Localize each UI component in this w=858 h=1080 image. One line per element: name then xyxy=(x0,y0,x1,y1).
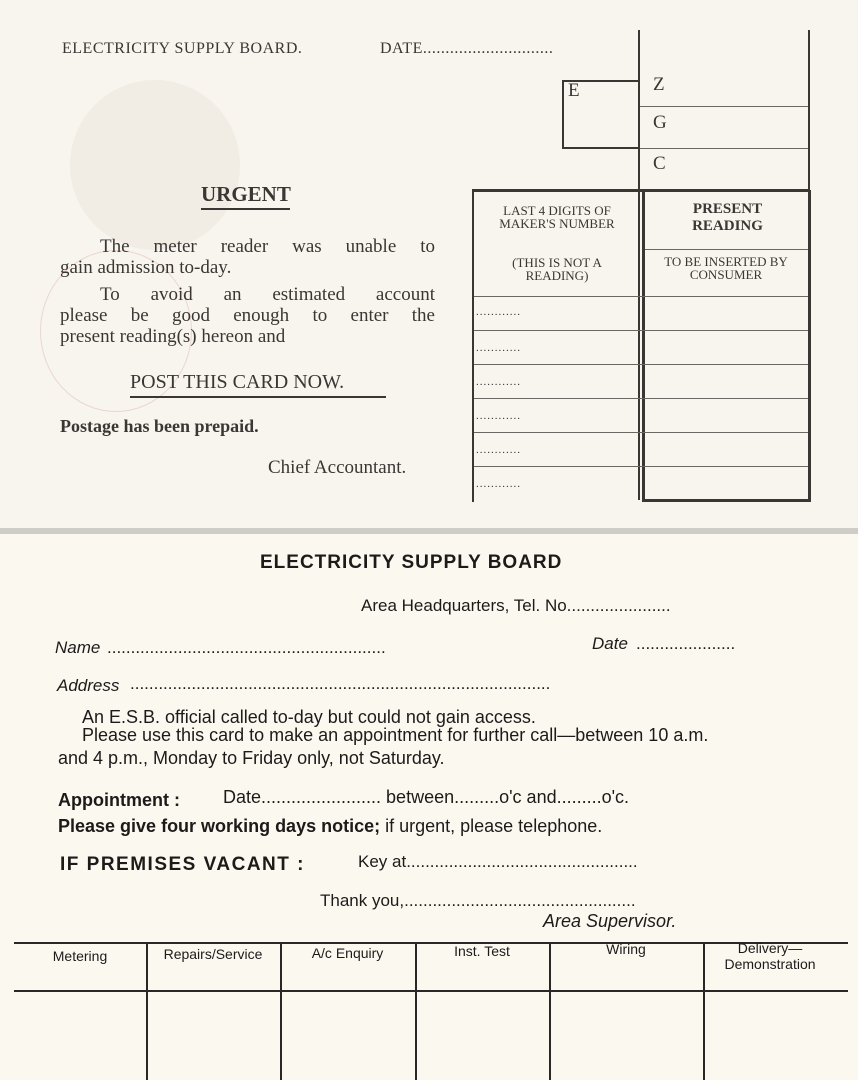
date-field[interactable]: ..................... xyxy=(636,634,736,653)
code-z: Z xyxy=(653,74,665,95)
appointment-fields[interactable]: Date........................ between.........o'c and.........o'c. xyxy=(223,787,630,807)
col-repairs-service: Repairs/Service xyxy=(163,946,263,962)
col-inst-test: Inst. Test xyxy=(454,943,510,959)
postage-note: Postage has been prepaid. xyxy=(60,416,259,436)
col-ac-enquiry: A/c Enquiry xyxy=(311,945,384,961)
appointment-label: Appointment : xyxy=(58,790,180,810)
row-maker-field[interactable]: ............ xyxy=(476,444,521,456)
name-field[interactable]: ........................................................... xyxy=(107,638,386,657)
row-maker-field[interactable]: ............ xyxy=(476,306,521,318)
notice-bold: Please give four working days notice; xyxy=(58,816,381,836)
message-line: present reading(s) hereon and xyxy=(60,326,286,347)
area-supervisor: Area Supervisor. xyxy=(543,911,677,931)
message-line: gain admission to-day. xyxy=(60,257,232,278)
key-at-field[interactable]: Key at................................................. xyxy=(358,852,638,871)
col-present-reading-title: PRESENT READING xyxy=(692,201,763,234)
date-field: DATE............................. xyxy=(380,40,554,57)
message-line: Please use this card to make an appointment for further call—between 10 a.m. xyxy=(82,725,709,745)
org-header: ELECTRICITY SUPPLY BOARD xyxy=(260,552,563,573)
row-maker-field[interactable]: ............ xyxy=(476,410,521,422)
date-label: Date xyxy=(592,634,628,653)
signature: Chief Accountant. xyxy=(268,457,407,478)
message-line: The meter reader was unable to xyxy=(100,236,435,257)
address-field[interactable]: ......................................................................................... xyxy=(130,674,551,693)
code-g: G xyxy=(653,112,667,133)
col-maker-number-note: (THIS IS NOT A READING) xyxy=(512,255,602,283)
message-line: please be good enough to enter the xyxy=(60,305,435,326)
message-line: and 4 p.m., Monday to Friday only, not Saturday. xyxy=(58,748,445,768)
col-metering: Metering xyxy=(52,948,108,964)
col-present-reading-note: TO BE INSERTED BY CONSUMER xyxy=(664,254,788,282)
col-maker-number-title: LAST 4 DIGITS OF MAKER'S NUMBER xyxy=(499,203,615,231)
meter-reading-card xyxy=(0,0,858,528)
appointment-card xyxy=(0,534,858,1080)
col-wiring: Wiring xyxy=(606,941,646,957)
row-maker-field[interactable]: ............ xyxy=(476,342,521,354)
col-delivery-demonstration: Delivery— Demonstration xyxy=(724,940,816,972)
postmark-stamp xyxy=(70,80,240,250)
org-header: ELECTRICITY SUPPLY BOARD. xyxy=(62,40,303,57)
code-e: E xyxy=(568,80,580,101)
thank-you-line: Thank you,................................................. xyxy=(320,891,636,910)
urgent-heading: URGENT xyxy=(201,182,291,206)
code-c: C xyxy=(653,153,666,174)
message-line: To avoid an estimated account xyxy=(100,284,435,305)
notice-rest: if urgent, please telephone. xyxy=(380,816,603,836)
message-line: An E.S.B. official called to-day but could not gain access. xyxy=(82,707,536,727)
row-maker-field[interactable]: ............ xyxy=(476,376,521,388)
vacant-label: IF PREMISES VACANT : xyxy=(60,854,305,875)
post-now-heading: POST THIS CARD NOW. xyxy=(130,371,345,393)
area-hq-tel: Area Headquarters, Tel. No...................... xyxy=(361,596,671,615)
address-label: Address xyxy=(57,676,120,695)
name-label: Name xyxy=(55,638,101,657)
row-maker-field[interactable]: ............ xyxy=(476,478,521,490)
notice-line xyxy=(58,816,602,837)
